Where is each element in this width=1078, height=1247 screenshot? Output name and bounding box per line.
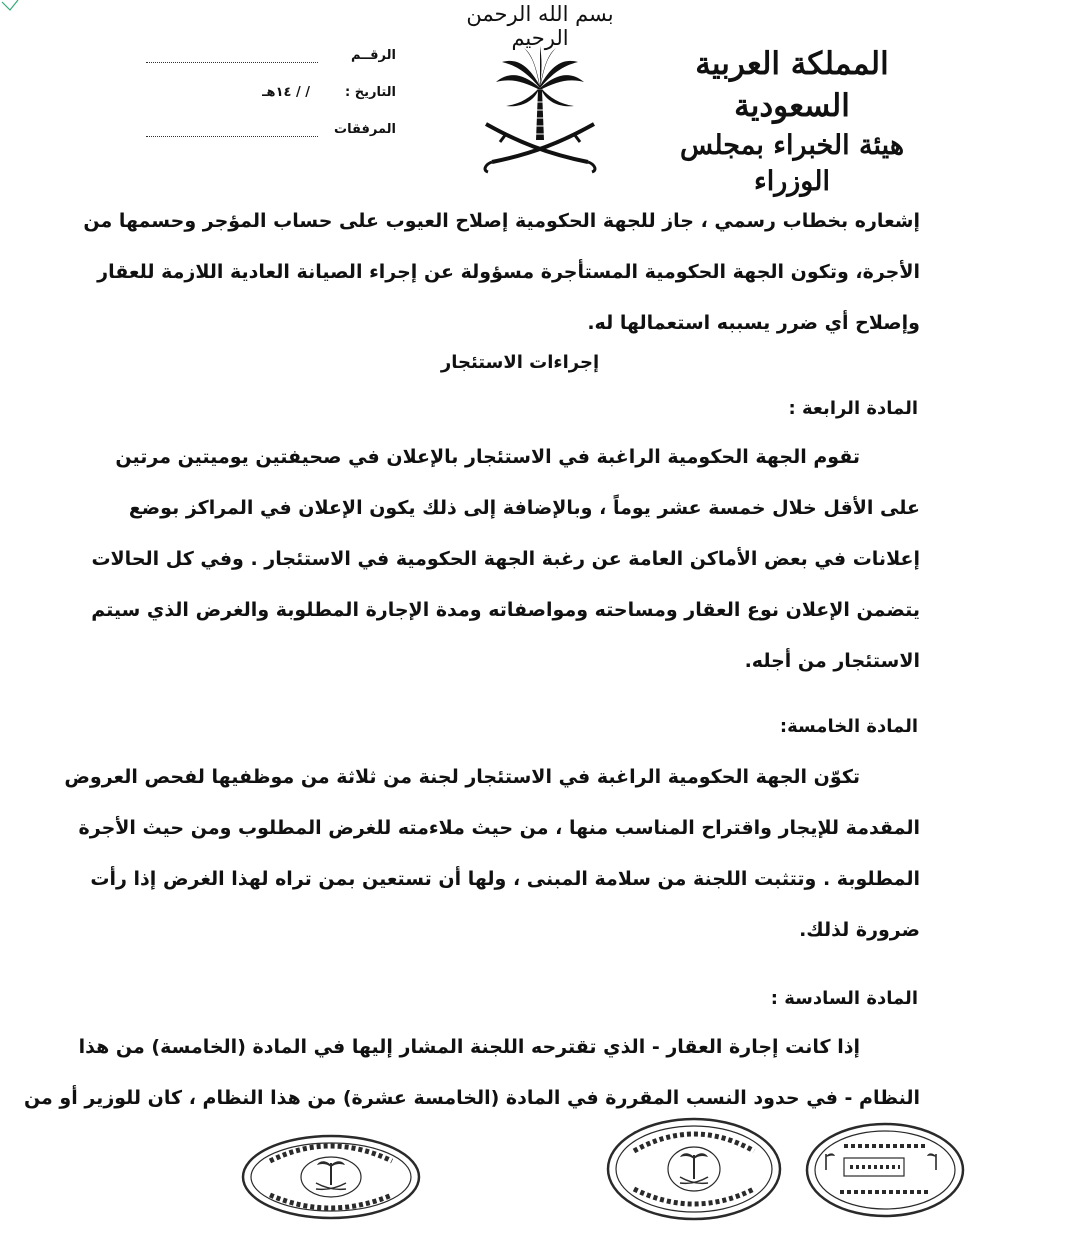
article-4-body (91, 432, 920, 687)
paragraph-line: إذا كانت إجارة العقار - الذي تقترحه اللجنة المشار إليها في المادة (الخامسة) من هذا (78, 1036, 860, 1058)
article-5-title: المادة الخامسة: (779, 716, 918, 737)
number-label: الرقــم (350, 48, 396, 63)
number-field (146, 48, 396, 85)
date-label: التاريخ : (345, 85, 396, 100)
stamp-general-secretariat (604, 1115, 784, 1223)
stamp-certified-true-copy (804, 1120, 966, 1220)
paragraph-line: النظام - في حدود النسب المقررة في المادة (الخامسة عشرة) من هذا النظام ، كان للوزير أو من (23, 1087, 920, 1109)
letter-meta-fields (146, 48, 396, 159)
section-title: إجراءات الاستئجار (440, 352, 600, 373)
paragraph-line: إعلانات في بعض الأماكن العامة عن رغبة الجهة الحكومية في الاستئجار . وفي كل الحالات (91, 548, 920, 570)
paragraph-line: المقدمة للإيجار واقتراح المناسب منها ، من حيث ملاءمته للغرض المطلوب ومن حيث الأجرة (78, 817, 920, 839)
paragraph-line: تقوم الجهة الحكومية الراغبة في الاستئجار بالإعلان في صحيفتين يوميتين مرتين (115, 446, 860, 468)
paragraph-line: ضرورة لذلك. (799, 919, 920, 941)
paragraph-line: الأجرة، وتكون الجهة الحكومية المستأجرة مسؤولة عن إجراء الصيانة العادية اللازمة للعقار (97, 261, 920, 283)
paragraph-line: يتضمن الإعلان نوع العقار ومساحته ومواصفاته ومدة الإجارة المطلوبة والغرض الذي سيتم (91, 599, 920, 621)
paragraph-line: الاستئجار من أجله. (744, 650, 920, 672)
issuing-authority (642, 44, 942, 201)
kingdom-name: المملكة العربية السعودية (695, 46, 889, 124)
attachments-field (146, 122, 396, 159)
article-6-title: المادة السادسة : (770, 988, 918, 1009)
date-value: / / ١٤هـ (262, 85, 310, 100)
intro-paragraph (83, 196, 920, 349)
authority-name: هيئة الخبراء بمجلس الوزراء (679, 129, 905, 198)
paragraph-line: إشعاره بخطاب رسمي ، جاز للجهة الحكومية إصلاح العيوب على حساب المؤجر وحسمها من (83, 210, 920, 232)
date-field (146, 85, 396, 122)
stamp-experts-commission (240, 1133, 422, 1221)
paragraph-line: على الأقل خلال خمسة عشر يوماً ، وبالإضافة إلى ذلك يكون الإعلان في المراكز بوضع (128, 497, 920, 519)
attachments-line (146, 136, 318, 137)
number-line (146, 62, 318, 63)
attachments-label: المرفقات (334, 122, 396, 137)
palm-swords-emblem-icon (478, 42, 602, 174)
paragraph-line: وإصلاح أي ضرر يسببه استعمالها له. (587, 312, 920, 334)
paragraph-line: المطلوبة . وتتثبت اللجنة من سلامة المبنى ، ولها أن تستعين بمن تراه لهذا الغرض إذا رأت (90, 868, 920, 890)
article-4-title: المادة الرابعة : (788, 398, 918, 419)
paragraph-line: تكوّن الجهة الحكومية الراغبة في الاستئجار لجنة من ثلاثة من موظفيها لفحص العروض (64, 766, 860, 788)
corner-mark-icon (0, 0, 20, 14)
article-6-body (23, 1022, 920, 1124)
article-5-body (64, 752, 920, 956)
basmala: بسم الله الرحمن الرحيم (466, 2, 614, 50)
